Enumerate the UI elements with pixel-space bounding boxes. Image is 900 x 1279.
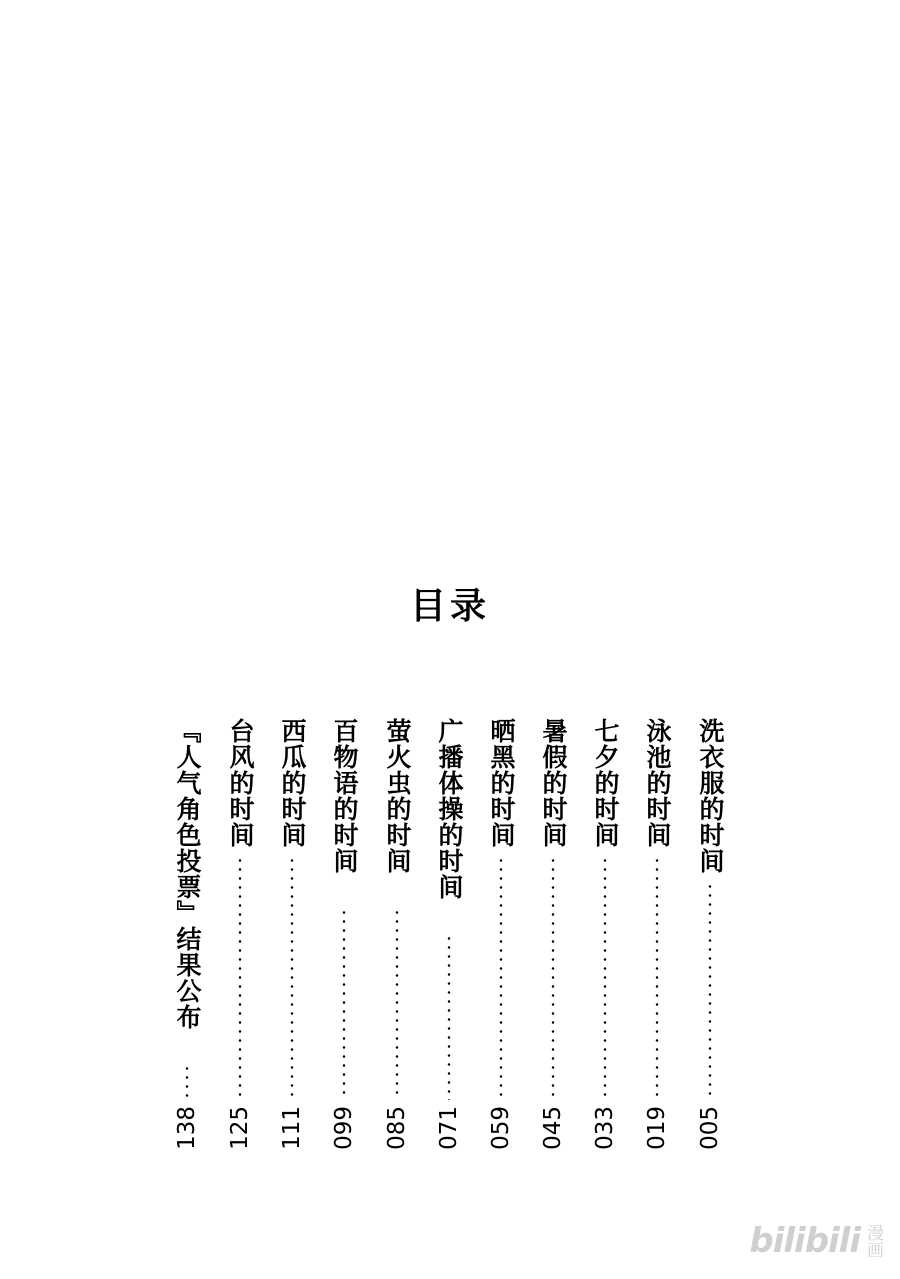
toc-entry-title: 『人气角色投票』结果公布: [173, 718, 202, 1030]
toc-entry-title: 广播体操的时间: [435, 718, 464, 900]
toc-entry-page: 099: [331, 1106, 357, 1150]
dot-leader: [185, 1064, 189, 1100]
toc-entry-pool: [637, 718, 677, 1158]
dot-leader: [447, 934, 451, 1100]
dot-leader: [655, 856, 659, 1100]
toc-entry-page: 059: [488, 1106, 514, 1150]
toc-entry-title: 泳池的时间: [643, 718, 672, 848]
dot-leader: [603, 856, 607, 1100]
toc-entry-page: 085: [384, 1106, 410, 1150]
toc-entry-page: 005: [697, 1106, 723, 1150]
toc-entry-page: 138: [174, 1106, 200, 1150]
toc-entry-title: 台风的时间: [226, 718, 255, 848]
toc-entry-tanabata: [585, 718, 625, 1158]
toc-entry-summer-vacation: [533, 718, 573, 1158]
toc-entry-title: 萤火虫的时间: [383, 718, 412, 874]
toc-entry-page: 045: [540, 1106, 566, 1150]
dot-leader: [395, 908, 399, 1100]
dot-leader: [499, 856, 503, 1100]
watermark-label: 漫画: [863, 1224, 883, 1258]
dot-leader: [238, 856, 242, 1100]
toc-entry-title: 晒黑的时间: [487, 718, 516, 848]
dot-leader: [551, 856, 555, 1100]
toc-entry-tanning: [481, 718, 521, 1158]
bilibili-logo: bilibili: [749, 1221, 860, 1261]
toc-entry-page: 033: [592, 1106, 618, 1150]
toc-entry-laundry: [690, 718, 730, 1158]
toc-entry-watermelon: [272, 718, 312, 1158]
dot-leader: [342, 908, 346, 1100]
page-title: 目录: [409, 586, 490, 627]
toc-entry-ghost-stories: [324, 718, 364, 1158]
toc-entry-fireflies: [377, 718, 417, 1158]
toc-entry-page: 019: [644, 1106, 670, 1150]
toc-entry-title: 暑假的时间: [539, 718, 568, 848]
toc-entry-typhoon: [220, 718, 260, 1158]
bilibili-manga-watermark: [749, 1221, 882, 1261]
toc-entry-popularity-poll: [167, 718, 207, 1158]
toc-entry-page: 071: [436, 1106, 462, 1150]
dot-leader: [290, 856, 294, 1100]
table-of-contents: [160, 718, 730, 1158]
toc-entry-title: 百物语的时间: [330, 718, 359, 874]
toc-entry-radio-exercise: [429, 718, 469, 1158]
toc-entry-title: 西瓜的时间: [278, 718, 307, 848]
toc-entry-title: 洗衣服的时间: [696, 718, 725, 874]
toc-entry-page: 111: [279, 1106, 305, 1150]
dot-leader: [708, 882, 712, 1100]
toc-entry-title: 七夕的时间: [591, 718, 620, 848]
toc-entry-page: 125: [227, 1106, 253, 1150]
